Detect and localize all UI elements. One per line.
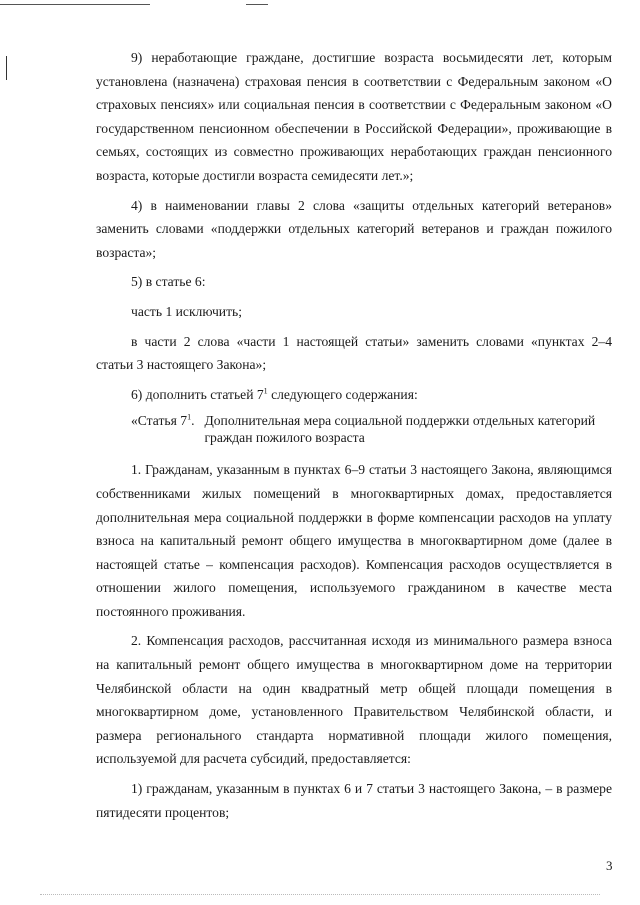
amendment-6-text-end: следующего содержания: [267,386,418,402]
item-9-number: 9) [131,50,143,65]
article-number-superscript: 1 [187,412,192,422]
scan-artifact-bottom-line [40,894,600,895]
paragraph-amendment-5-part-2: в части 2 слова «части 1 настоящей статьи» заменить словами «пунктах 2–4 статьи 3 настоящего Закона»; [96,333,612,373]
article-number [131,412,204,446]
paragraph-amendment-4: 4) в наименовании главы 2 слова «защиты отдельных категорий ветеранов» заменить словами «поддержки отдельных категорий ветеранов и граждан пожилого возраста»; [96,197,612,260]
page-number: 3 [606,858,613,873]
paragraph-amendment-5: 5) в статье 6: [131,274,206,290]
paragraph-amendment-6 [96,383,612,407]
item-9-text: неработающие граждане, достигшие возраста восьмидесяти лет, которым установлена (назначена) страховая пенсия в соответствии с Федеральным законом «О страховых пенсиях» или социальная пенсия в соответствии с Федеральным законом «О государственном пенсионном обеспечении в Российской Федерации», проживающие в семьях, состоящих из совместно проживающих неработающих граждан пенсионного возраста, которые достигли возраста семидесяти лет.»; [96,50,612,183]
article-number-dot: . [191,413,195,429]
article-number-text: «Статья 7 [131,413,188,429]
article-heading [96,412,612,446]
article-item-1: 1. Гражданам, указанным в пунктах 6–9 статьи 3 настоящего Закона, являющимся собственниками жилых помещений в многоквартирных домах, предоставляется дополнительная мера социальной поддержки в форме компенсации расходов на уплату взноса на капитальный ремонт общего имущества в многоквартирном доме (далее в настоящей статье – компенсация расходов). Компенсация расходов осуществляется в отношении жилого помещения, используемого гражданином в качестве места постоянного проживания. [96,462,612,619]
paragraph-item-9 [96,46,612,188]
amendment-6-superscript: 1 [263,386,268,396]
scan-artifact-margin-mark [6,56,7,80]
scan-artifact-line-1 [0,4,150,5]
amendment-6-text: 6) дополнить статьей 7 [131,386,264,402]
document-body [96,46,612,824]
article-item-2: 2. Компенсация расходов, рассчитанная исходя из минимального размера взноса на капитальный ремонт общего имущества в многоквартирном доме на территории Челябинской области на один квадратный метр общей площади помещения в многоквартирном доме, установленного Правительством Челябинской области, и размера регионального стандарта нормативной площади жилого помещения, используемой для расчета субсидий, предоставляется: [96,633,612,767]
scan-artifact-line-2 [246,4,268,5]
article-title: Дополнительная мера социальной поддержки отдельных категорий граждан пожилого возраста [204,413,596,446]
article-item-2-subitem-1: 1) гражданам, указанным в пунктах 6 и 7 статьи 3 настоящего Закона, – в размере пятидесяти процентов; [96,781,612,820]
paragraph-amendment-5-part-1: часть 1 исключить; [131,303,242,319]
